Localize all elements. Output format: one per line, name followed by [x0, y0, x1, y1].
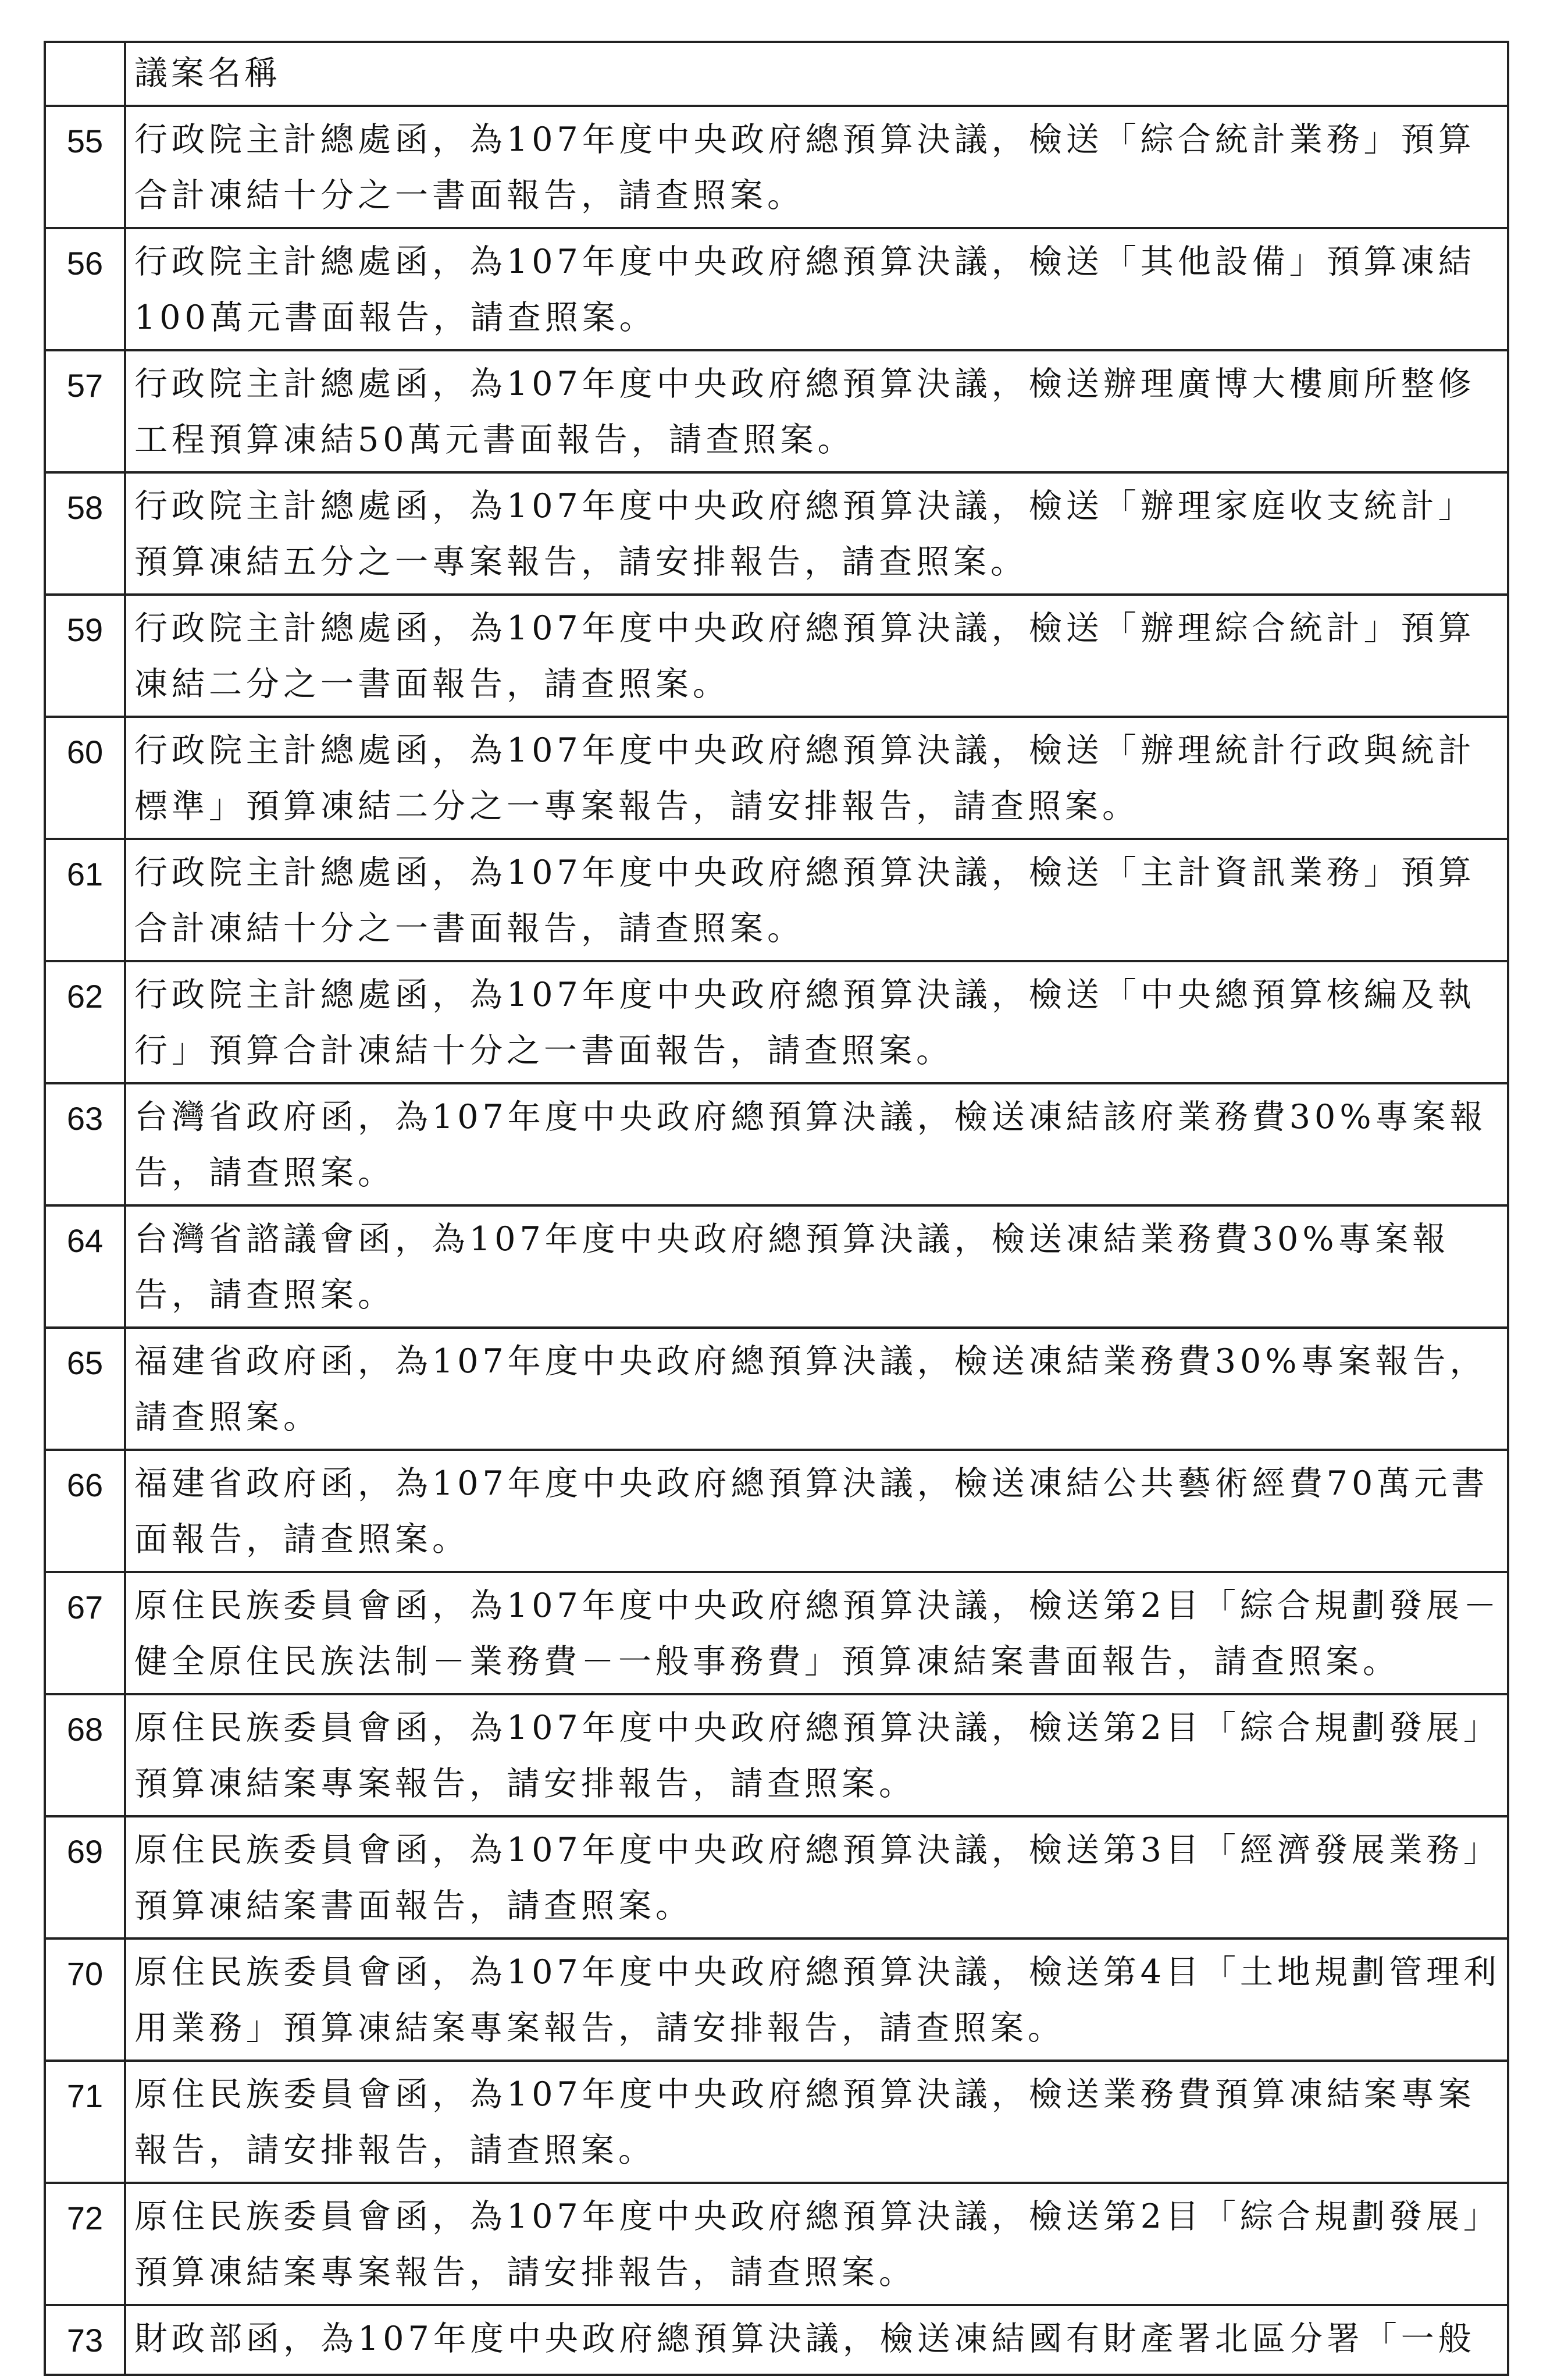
table-row — [45, 106, 1508, 228]
table-row — [45, 2061, 1508, 2183]
item-number: 57 — [45, 350, 125, 472]
item-number: 58 — [45, 472, 125, 595]
item-number: 68 — [45, 1694, 125, 1816]
table-row — [45, 1450, 1508, 1572]
table-row — [45, 1328, 1508, 1450]
item-title: 台灣省諮議會函，為107年度中央政府總預算決議，檢送凍結業務費30%專案報告，請查照案。 — [125, 1205, 1508, 1328]
table-row — [45, 1205, 1508, 1328]
item-title: 行政院主計總處函，為107年度中央政府總預算決議，檢送「辦理綜合統計」預算凍結二分之一書面報告，請查照案。 — [125, 595, 1508, 717]
item-title: 行政院主計總處函，為107年度中央政府總預算決議，檢送「辦理家庭收支統計」預算凍結五分之一專案報告，請安排報告，請查照案。 — [125, 472, 1508, 595]
header-number-cell — [45, 42, 125, 106]
table-row — [45, 228, 1508, 350]
item-title: 原住民族委員會函，為107年度中央政府總預算決議，檢送第4目「土地規劃管理利用業務」預算凍結案專案報告，請安排報告，請查照案。 — [125, 1938, 1508, 2061]
item-number: 69 — [45, 1816, 125, 1938]
item-number: 70 — [45, 1938, 125, 2061]
table-row — [45, 1938, 1508, 2061]
item-title: 原住民族委員會函，為107年度中央政府總預算決議，檢送第3目「經濟發展業務」預算凍結案書面報告，請查照案。 — [125, 1816, 1508, 1938]
table-row — [45, 839, 1508, 961]
item-number: 71 — [45, 2061, 125, 2183]
item-number: 63 — [45, 1083, 125, 1205]
item-title: 原住民族委員會函，為107年度中央政府總預算決議，檢送第2目「綜合規劃發展」預算凍結案專案報告，請安排報告，請查照案。 — [125, 1694, 1508, 1816]
table-row — [45, 1083, 1508, 1205]
item-title: 福建省政府函，為107年度中央政府總預算決議，檢送凍結公共藝術經費70萬元書面報告，請查照案。 — [125, 1450, 1508, 1572]
agenda-table — [44, 41, 1509, 2376]
item-title: 行政院主計總處函，為107年度中央政府總預算決議，檢送「主計資訊業務」預算合計凍結十分之一書面報告，請查照案。 — [125, 839, 1508, 961]
item-title: 原住民族委員會函，為107年度中央政府總預算決議，檢送第2目「綜合規劃發展」預算凍結案專案報告，請安排報告，請查照案。 — [125, 2183, 1508, 2305]
item-number: 66 — [45, 1450, 125, 1572]
item-number: 59 — [45, 595, 125, 717]
table-row — [45, 1694, 1508, 1816]
item-title: 福建省政府函，為107年度中央政府總預算決議，檢送凍結業務費30%專案報告，請查照案。 — [125, 1328, 1508, 1450]
item-number: 62 — [45, 961, 125, 1083]
item-number: 60 — [45, 717, 125, 839]
item-title: 原住民族委員會函，為107年度中央政府總預算決議，檢送業務費預算凍結案專案報告，請安排報告，請查照案。 — [125, 2061, 1508, 2183]
item-title: 行政院主計總處函，為107年度中央政府總預算決議，檢送「其他設備」預算凍結100萬元書面報告，請查照案。 — [125, 228, 1508, 350]
table-row — [45, 472, 1508, 595]
table-row — [45, 961, 1508, 1083]
table-row — [45, 595, 1508, 717]
item-number: 72 — [45, 2183, 125, 2305]
item-number: 73 — [45, 2305, 125, 2375]
item-title: 行政院主計總處函，為107年度中央政府總預算決議，檢送「辦理統計行政與統計標準」預算凍結二分之一專案報告，請安排報告，請查照案。 — [125, 717, 1508, 839]
table-row — [45, 2305, 1508, 2375]
item-title: 財政部函，為107年度中央政府總預算決議，檢送凍結國有財產署北區分署「一般 — [125, 2305, 1508, 2375]
item-title: 原住民族委員會函，為107年度中央政府總預算決議，檢送第2目「綜合規劃發展－健全原住民族法制－業務費－一般事務費」預算凍結案書面報告，請查照案。 — [125, 1572, 1508, 1694]
item-number: 56 — [45, 228, 125, 350]
item-number: 65 — [45, 1328, 125, 1450]
table-row — [45, 1816, 1508, 1938]
item-number: 61 — [45, 839, 125, 961]
item-number: 67 — [45, 1572, 125, 1694]
table-row — [45, 717, 1508, 839]
table-row — [45, 2183, 1508, 2305]
agenda-table-body — [45, 42, 1508, 2375]
table-header-row — [45, 42, 1508, 106]
table-row — [45, 1572, 1508, 1694]
table-row — [45, 350, 1508, 472]
item-title: 行政院主計總處函，為107年度中央政府總預算決議，檢送「中央總預算核編及執行」預算合計凍結十分之一書面報告，請查照案。 — [125, 961, 1508, 1083]
item-number: 55 — [45, 106, 125, 228]
item-title: 台灣省政府函，為107年度中央政府總預算決議，檢送凍結該府業務費30%專案報告，請查照案。 — [125, 1083, 1508, 1205]
item-title: 行政院主計總處函，為107年度中央政府總預算決議，檢送「綜合統計業務」預算合計凍結十分之一書面報告，請查照案。 — [125, 106, 1508, 228]
item-title: 行政院主計總處函，為107年度中央政府總預算決議，檢送辦理廣博大樓廁所整修工程預算凍結50萬元書面報告，請查照案。 — [125, 350, 1508, 472]
header-title-cell: 議案名稱 — [125, 42, 1508, 106]
item-number: 64 — [45, 1205, 125, 1328]
